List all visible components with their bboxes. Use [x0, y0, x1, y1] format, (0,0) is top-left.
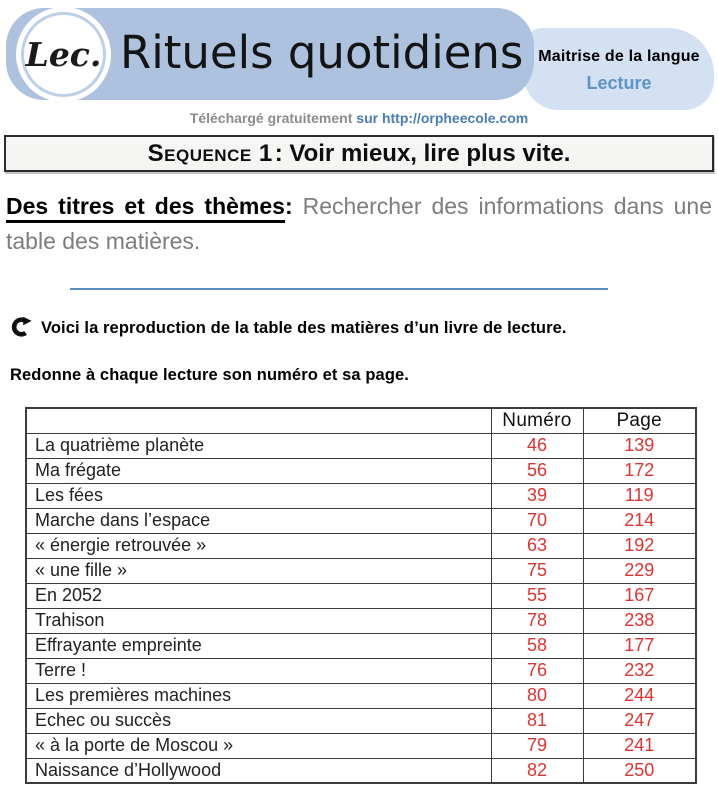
task-intro-text: Voici la reproduction de la table des matières d’un livre de lecture. — [41, 319, 567, 337]
row-title: « énergie retrouvée » — [26, 533, 491, 558]
row-numero: 55 — [491, 583, 583, 608]
task-intro — [10, 316, 718, 338]
table-header-row — [26, 408, 696, 433]
circular-arrow-icon — [10, 316, 32, 338]
contents-table — [25, 407, 697, 784]
row-title: Trahison — [26, 608, 491, 633]
table-row — [26, 458, 696, 483]
row-page: 119 — [583, 483, 696, 508]
table-row — [26, 758, 696, 783]
table-row — [26, 533, 696, 558]
row-page: 214 — [583, 508, 696, 533]
header-numero-cell: Numéro — [491, 408, 583, 433]
task-instruction — [10, 366, 718, 385]
row-title: Echec ou succès — [26, 708, 491, 733]
category-label: Lecture — [586, 73, 652, 93]
row-page: 192 — [583, 533, 696, 558]
row-numero: 81 — [491, 708, 583, 733]
row-numero: 46 — [491, 433, 583, 458]
row-title: « à la porte de Moscou » — [26, 733, 491, 758]
table-row — [26, 508, 696, 533]
row-title: Naissance d’Hollywood — [26, 758, 491, 783]
table-row — [26, 658, 696, 683]
row-page: 232 — [583, 658, 696, 683]
row-page: 229 — [583, 558, 696, 583]
table-row — [26, 708, 696, 733]
row-numero: 78 — [491, 608, 583, 633]
row-page: 247 — [583, 708, 696, 733]
row-numero: 76 — [491, 658, 583, 683]
lesson-description: Rechercher des informations dans une table des matières. — [6, 193, 712, 254]
logo-text: Lec. — [25, 35, 102, 74]
row-numero: 80 — [491, 683, 583, 708]
row-title: Ma frégate — [26, 458, 491, 483]
table-row — [26, 733, 696, 758]
sequence-label: Sequence 1 — [147, 139, 273, 167]
row-page: 177 — [583, 633, 696, 658]
row-title: Les premières machines — [26, 683, 491, 708]
subject-label: Maitrise de la langue — [538, 48, 700, 65]
lesson-title: Des titres et des thèmes — [6, 193, 285, 223]
title-banner — [6, 8, 534, 100]
header-page-cell: Page — [583, 408, 696, 433]
row-numero: 58 — [491, 633, 583, 658]
logo-badge — [16, 7, 111, 102]
lesson-colon: : — [284, 193, 303, 219]
sequence-title: : Voir mieux, lire plus vite. — [274, 139, 571, 167]
sequence-box — [4, 135, 714, 172]
download-link[interactable]: sur http://orpheecole.com — [356, 110, 529, 126]
row-numero: 75 — [491, 558, 583, 583]
header-banner — [0, 0, 718, 108]
table-row — [26, 558, 696, 583]
download-prefix: Téléchargé gratuitement — [189, 110, 357, 126]
download-credit — [0, 110, 718, 126]
table-body — [26, 433, 696, 783]
row-numero: 82 — [491, 758, 583, 783]
row-page: 139 — [583, 433, 696, 458]
row-title: Les fées — [26, 483, 491, 508]
task-instruction-text: Redonne à chaque lecture son numéro et sa page. — [10, 366, 409, 384]
row-title: « une fille » — [26, 558, 491, 583]
row-title: Terre ! — [26, 658, 491, 683]
lesson-heading — [6, 189, 712, 258]
row-numero: 79 — [491, 733, 583, 758]
row-page: 244 — [583, 683, 696, 708]
table-row — [26, 633, 696, 658]
row-title: La quatrième planète — [26, 433, 491, 458]
row-title: Marche dans l’espace — [26, 508, 491, 533]
table-row — [26, 608, 696, 633]
row-page: 172 — [583, 458, 696, 483]
row-numero: 56 — [491, 458, 583, 483]
row-page: 167 — [583, 583, 696, 608]
row-title: Effrayante empreinte — [26, 633, 491, 658]
subject-panel — [524, 28, 714, 110]
row-page: 250 — [583, 758, 696, 783]
row-page: 241 — [583, 733, 696, 758]
page-title: Rituels quotidiens — [120, 26, 524, 79]
row-numero: 39 — [491, 483, 583, 508]
section-divider — [70, 288, 608, 290]
table-row — [26, 433, 696, 458]
table-row — [26, 483, 696, 508]
header-title-cell — [26, 408, 491, 433]
table-row — [26, 583, 696, 608]
row-numero: 70 — [491, 508, 583, 533]
row-numero: 63 — [491, 533, 583, 558]
row-page: 238 — [583, 608, 696, 633]
row-title: En 2052 — [26, 583, 491, 608]
table-row — [26, 683, 696, 708]
